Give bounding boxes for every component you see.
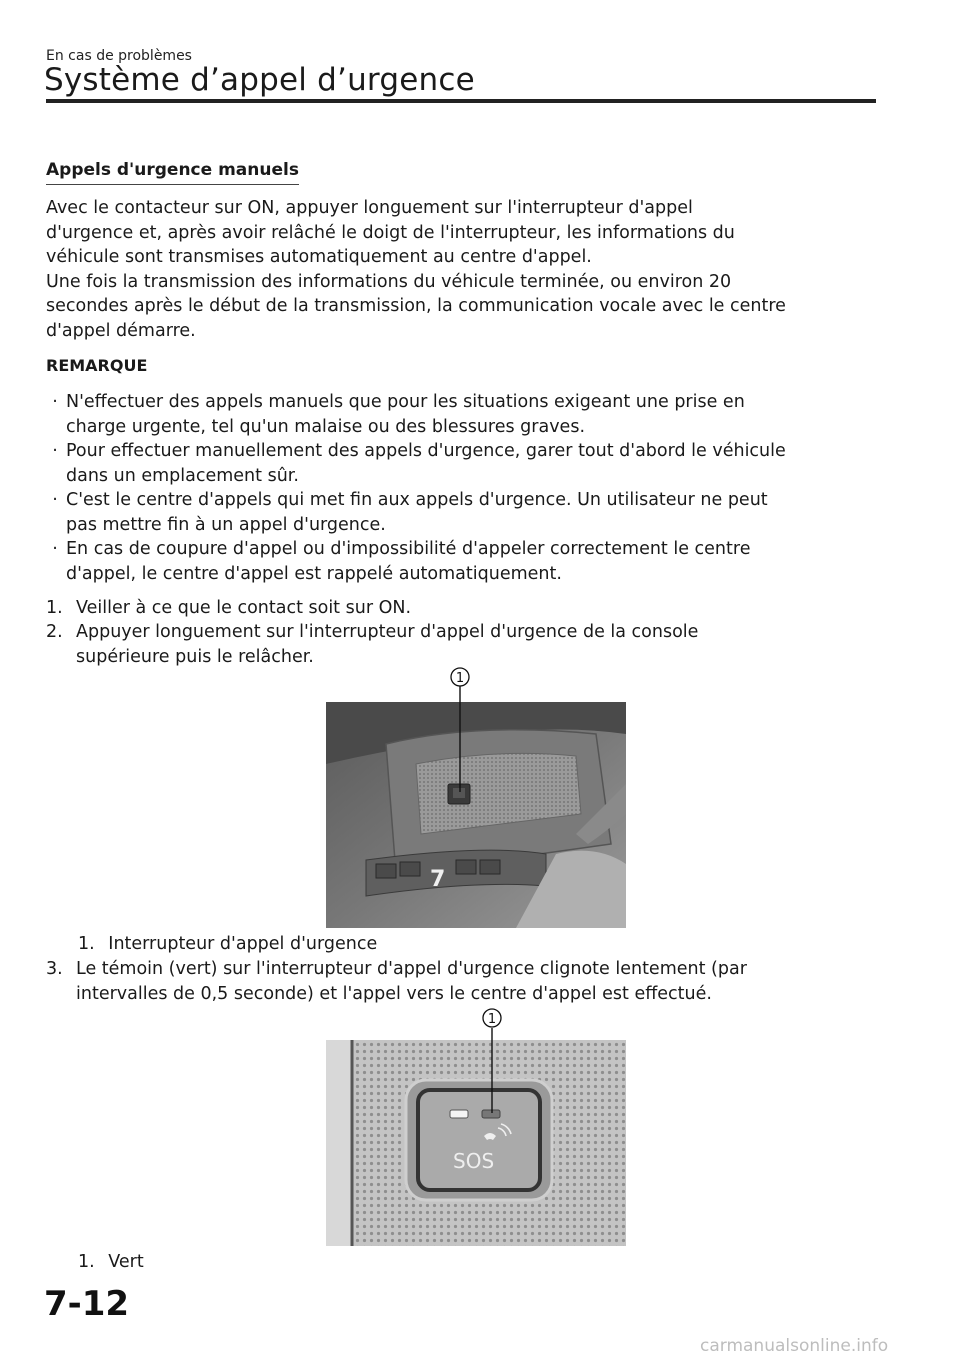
step-line: Le témoin (vert) sur l'interrupteur d'appel d'urgence clignote lentement (par [76, 959, 747, 979]
remark-line: En cas de coupure d'appel ou d'impossibilité d'appeler correctement le centre [66, 539, 751, 559]
remark-line: N'effectuer des appels manuels que pour les situations exigeant une prise en [66, 392, 745, 412]
step-number: 2. [46, 622, 63, 642]
intro-line: secondes après le début de la transmission, la communication vocale avec le centre [46, 296, 786, 316]
sos-button-figure [326, 1006, 628, 1248]
remark-line: C'est le centre d'appels qui met fin aux appels d'urgence. Un utilisateur ne peut [66, 490, 768, 510]
step-line: Veiller à ce que le contact soit sur ON. [76, 598, 412, 618]
section-label: En cas de problèmes [46, 48, 192, 64]
caption-number: 1. [78, 934, 95, 954]
intro-paragraph [46, 196, 876, 343]
remark-item [46, 537, 876, 586]
step-item [46, 596, 876, 621]
step-line: intervalles de 0,5 seconde) et l'appel vers le centre d'appel est effectué. [76, 983, 712, 1004]
remark-item [46, 439, 876, 488]
remark-line: charge urgente, tel qu'un malaise ou des blessures graves. [66, 416, 586, 437]
bullet-dot: · [52, 441, 58, 461]
figure2-caption [78, 1250, 144, 1275]
caption-number: 1. [78, 1252, 95, 1272]
remark-line: dans un emplacement sûr. [66, 465, 299, 486]
figure1-caption [78, 932, 377, 957]
footer-watermark: carmanualsonline.info [700, 1336, 889, 1356]
step-item [46, 957, 876, 1006]
intro-line: Avec le contacteur sur ON, appuyer longuement sur l'interrupteur d'appel [46, 198, 693, 218]
intro-line: d'urgence et, après avoir relâché le doigt de l'interrupteur, les informations du [46, 222, 735, 243]
remark-line: pas mettre fin à un appel d'urgence. [66, 514, 386, 535]
overhead-console-figure [326, 664, 628, 930]
remark-label: REMARQUE [46, 356, 148, 375]
remark-item [46, 488, 876, 537]
callout-number: 1 [487, 1012, 497, 1027]
title-rule [46, 99, 876, 103]
bullet-dot: · [52, 539, 58, 559]
step-number: 3. [46, 959, 63, 979]
callout-number: 1 [455, 671, 465, 686]
step-line: Appuyer longuement sur l'interrupteur d'appel d'urgence de la console [76, 622, 699, 642]
section-heading: Appels d'urgence manuels [46, 160, 299, 185]
intro-line: d'appel démarre. [46, 320, 196, 341]
remark-item [46, 390, 876, 439]
step-line: supérieure puis le relâcher. [76, 646, 314, 667]
intro-line: véhicule sont transmises automatiquement au centre d'appel. [46, 247, 592, 267]
step-number: 1. [46, 598, 63, 618]
page-number: 7-12 [44, 1284, 130, 1324]
remark-line: d'appel, le centre d'appel est rappelé automatiquement. [66, 563, 562, 584]
sos-label: SOS [453, 1149, 495, 1173]
page-title: Système d’appel d’urgence [44, 62, 475, 98]
bullet-dot: · [52, 490, 58, 510]
remark-line: Pour effectuer manuellement des appels d'urgence, garer tout d'abord le véhicule [66, 441, 786, 461]
bullet-dot: · [52, 392, 58, 412]
overlay-digit: 7 [430, 867, 446, 892]
caption-text: Vert [108, 1252, 144, 1272]
intro-line: Une fois la transmission des informations du véhicule terminée, ou environ 20 [46, 271, 732, 292]
step-item [46, 620, 876, 669]
caption-text: Interrupteur d'appel d'urgence [108, 934, 378, 954]
